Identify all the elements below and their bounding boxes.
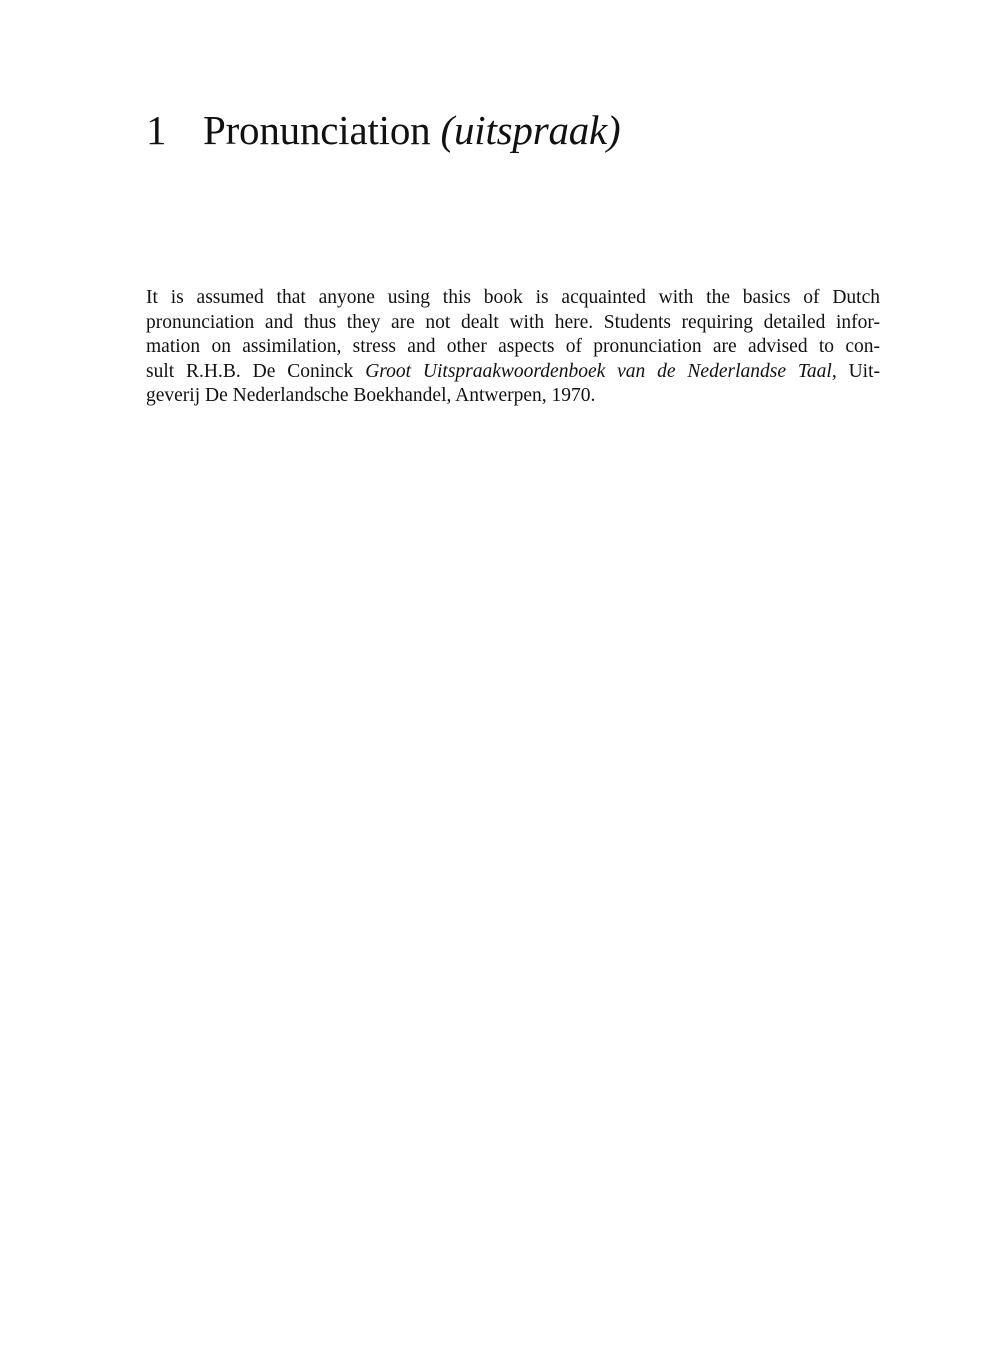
chapter-number: 1 [146, 107, 167, 153]
paragraph-line-4 [146, 360, 880, 385]
paragraph-line-1: It is assumed that anyone using this book is acquainted with the basics of Dutch [146, 287, 880, 308]
paragraph-line-2: pronunciation and thus they are not dealt with here. Students requiring detailed infor- [146, 311, 880, 333]
reference-author: sult R.H.B. De Coninck [146, 360, 366, 382]
paragraph-line-5: geverij De Nederlandsche Boekhandel, Antwerpen, 1970. [146, 385, 596, 407]
reference-book-title: Groot Uitspraakwoordenboek van de Nederlandse Taal [365, 360, 832, 382]
chapter-title: Pronunciation [203, 107, 431, 153]
chapter-title-dutch: (uitspraak) [440, 107, 621, 153]
body-paragraph [146, 286, 880, 409]
paragraph-line-3: mation on assimilation, stress and other aspects of pronunciation are advised to con- [146, 336, 880, 358]
chapter-heading [146, 104, 621, 156]
reference-publisher-start: , Uit- [831, 360, 880, 382]
